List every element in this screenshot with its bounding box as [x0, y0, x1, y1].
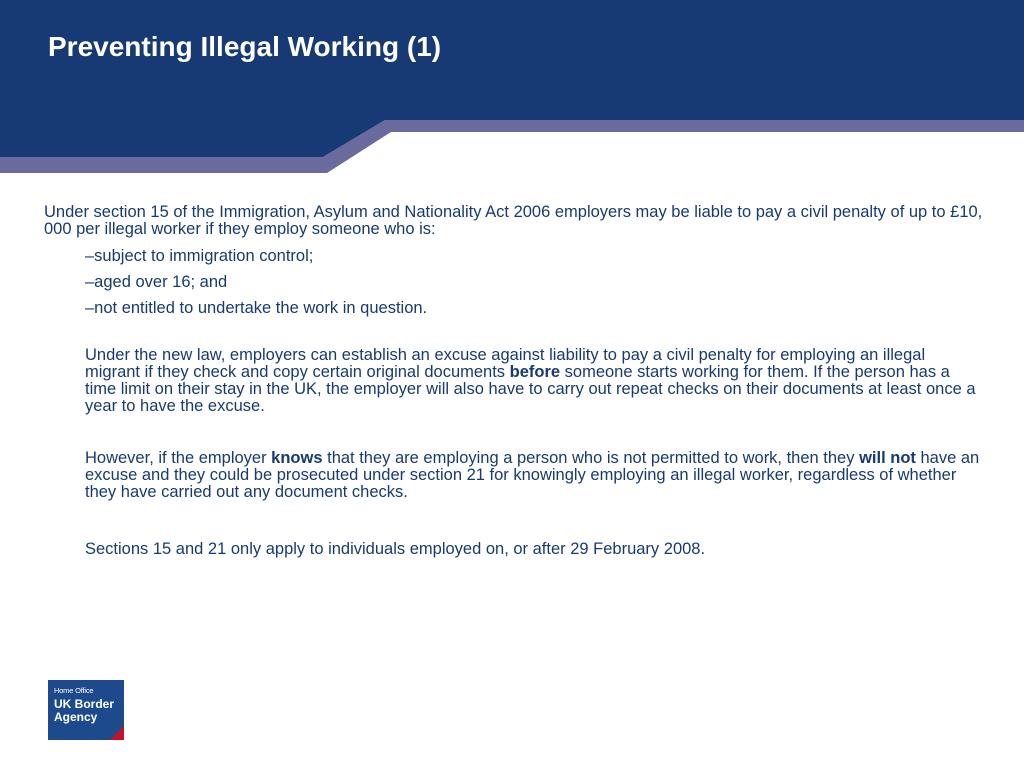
emphasis-before: before: [509, 363, 561, 381]
text-segment: Under the new law, employers can establish an excuse against liability to pay a civil penalty for employing an illegal migrant if they check and copy certain original documents: [85, 346, 926, 381]
slide-title: Preventing Illegal Working (1): [48, 31, 442, 62]
emphasis-will-not: will not: [859, 449, 916, 467]
header-banner: [0, 0, 1024, 175]
text-segment: someone starts working for them. If the person has a time limit on their stay in the UK, the employer will also have to carry out repeat checks on their documents at least once a year to have the excuse.: [85, 363, 976, 415]
intro-paragraph: Under section 15 of the Immigration, Asylum and Nationality Act 2006 employers may be liable to pay a civil penalty of up to £10, 000 per illegal worker if they employ someone who is:: [44, 203, 983, 238]
text-segment: have an excuse and they could be prosecuted under section 21 for knowingly employing an illegal worker, regardless of whether they have carried out any document checks.: [85, 449, 980, 501]
excuse-paragraph: [85, 347, 984, 415]
text-segment: However, if the employer: [85, 449, 272, 467]
emphasis-knows: knows: [271, 449, 323, 467]
list-item: –subject to immigration control;: [85, 247, 314, 265]
list-item: –not entitled to undertake the work in question.: [85, 299, 428, 317]
slide-body: [44, 204, 984, 558]
logo-home-office-text: Home Office: [54, 686, 94, 695]
banner-background: [0, 0, 1024, 157]
knowing-employment-paragraph: [85, 450, 984, 501]
logo-agency-text: UK Border Agency: [54, 697, 115, 724]
logo-red-stripe: [110, 726, 124, 740]
criteria-list: [85, 248, 984, 326]
text-segment: that they are employing a person who is not permitted to work, then they: [322, 449, 860, 467]
list-item: –aged over 16; and: [85, 273, 228, 291]
uk-border-agency-logo: [48, 680, 124, 740]
applicability-paragraph: Sections 15 and 21 only apply to individuals employed on, or after 29 February 2008.: [85, 540, 706, 558]
